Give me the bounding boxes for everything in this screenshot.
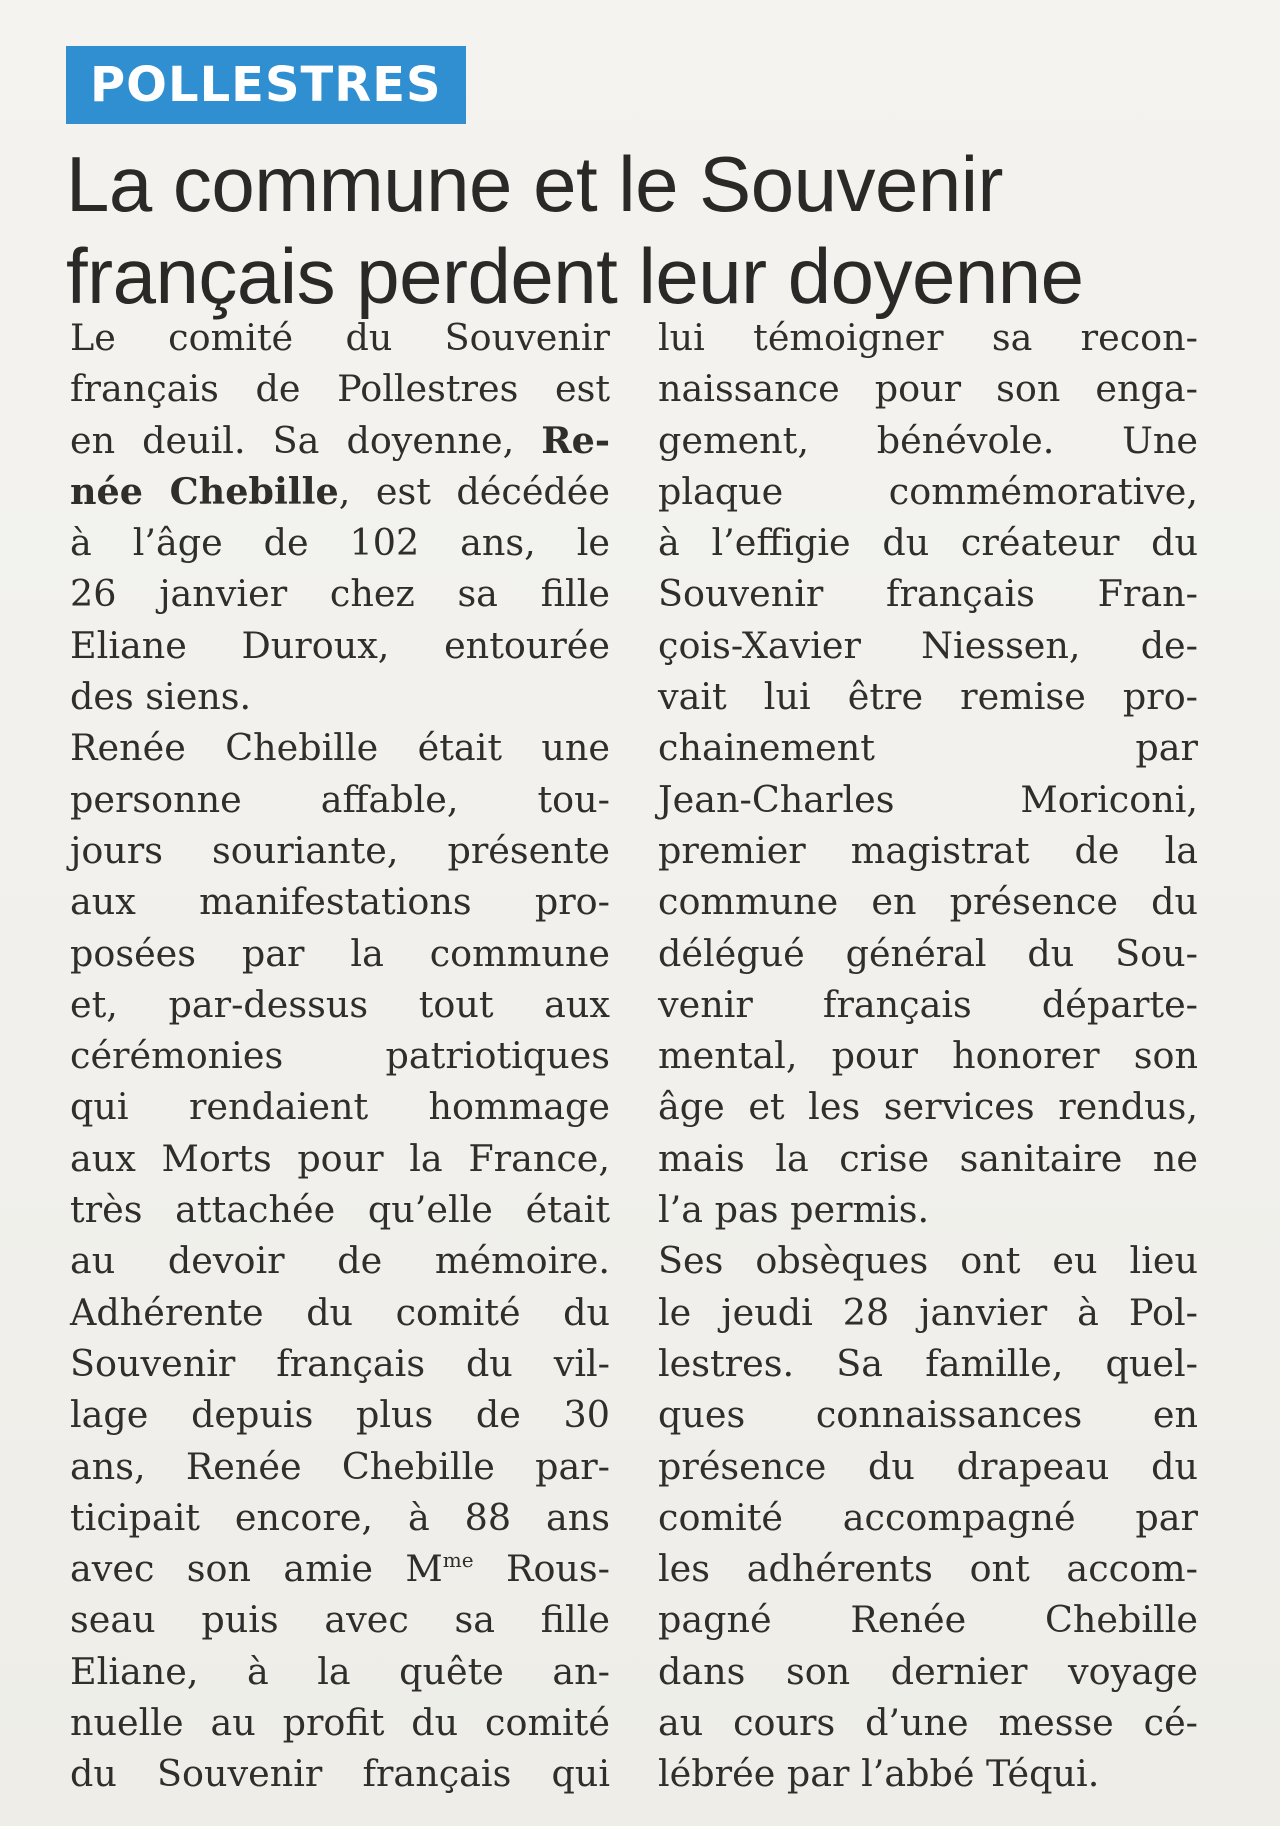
section-label: POLLESTRES xyxy=(66,46,466,124)
text-line: Le comité du Souvenir xyxy=(70,316,610,359)
text-line: qui rendaient hommage xyxy=(70,1085,610,1129)
text-line: Souvenir français Fran- xyxy=(658,572,1198,616)
text-line: les adhérents ont accom- xyxy=(658,1547,1198,1591)
text-line: premier magistrat de la xyxy=(658,828,1198,872)
text-line: Ses obsèques ont eu lieu xyxy=(658,1239,1198,1283)
text-line: et, par-dessus tout aux xyxy=(70,982,610,1026)
text-line: 26 janvier chez sa fille xyxy=(70,572,610,616)
text-line: du Souvenir français qui xyxy=(70,1752,610,1796)
text-line xyxy=(70,1543,610,1594)
text-line: âge et les services rendus, xyxy=(658,1085,1198,1129)
text-line: Jean-Charles Moriconi, xyxy=(658,777,1198,821)
text-line: au cours d’une messe cé- xyxy=(658,1701,1198,1745)
text-line: lage depuis plus de 30 xyxy=(70,1393,610,1437)
text-line: Adhérente du comité du xyxy=(70,1290,610,1334)
person-name-part: Re- xyxy=(541,418,610,462)
text-line: français de Pollestres est xyxy=(70,367,610,411)
text-line: gement, bénévole. Une xyxy=(658,418,1198,462)
text-run: en deuil. Sa doyenne, xyxy=(70,418,542,462)
text-line: Eliane, à la quête an- xyxy=(70,1649,610,1693)
text-line: personne affable, tou- xyxy=(70,777,610,821)
text-line: Renée Chebille était une xyxy=(70,726,610,770)
text-line: cérémonies patriotiques xyxy=(70,1034,610,1078)
text-line: jours souriante, présente xyxy=(70,828,610,872)
text-line: Souvenir français du vil- xyxy=(70,1341,610,1385)
text-line: lestres. Sa famille, quel- xyxy=(658,1341,1198,1385)
text-line: aux manifestations pro- xyxy=(70,880,610,924)
article-column-right xyxy=(658,312,1198,1800)
text-line: chainement par xyxy=(658,726,1198,770)
text-line: très attachée qu’elle était xyxy=(70,1188,610,1232)
text-line: dans son dernier voyage xyxy=(658,1649,1198,1693)
text-line: à l’effigie du créateur du xyxy=(658,521,1198,565)
text-line: délégué général du Sou- xyxy=(658,931,1198,975)
text-line: ticipait encore, à 88 ans xyxy=(70,1495,610,1539)
text-line: posées par la commune xyxy=(70,931,610,975)
text-line: à l’âge de 102 ans, le xyxy=(70,521,610,565)
paragraph-2 xyxy=(70,722,610,1799)
text-line: pagné Renée Chebille xyxy=(658,1598,1198,1642)
text-line: vait lui être remise pro- xyxy=(658,675,1198,719)
text-line: çois-Xavier Niessen, de- xyxy=(658,623,1198,667)
headline-line-2: français perdent leur doyenne xyxy=(66,232,1084,320)
text-line: Eliane Duroux, entourée xyxy=(70,623,610,667)
text-line: naissance pour son enga- xyxy=(658,367,1198,411)
text-line: commune en présence du xyxy=(658,880,1198,924)
text-line: des siens. xyxy=(70,675,252,719)
text-line xyxy=(70,415,610,466)
text-line: plaque commémorative, xyxy=(658,469,1198,513)
headline-line-1: La commune et le Souvenir xyxy=(66,140,1004,228)
text-line: ans, Renée Chebille par- xyxy=(70,1444,610,1488)
text-line: nuelle au profit du comité xyxy=(70,1701,610,1745)
person-name-part: née Chebille xyxy=(70,469,339,513)
paragraph-3 xyxy=(658,312,1198,1235)
text-run: , est décédée xyxy=(338,469,610,513)
text-line: seau puis avec sa fille xyxy=(70,1598,610,1642)
superscript: me xyxy=(442,1548,474,1573)
text-line: lui témoigner sa recon- xyxy=(658,316,1198,359)
text-line: ques connaissances en xyxy=(658,1393,1198,1437)
text-line: au devoir de mémoire. xyxy=(70,1239,610,1283)
text-line: lébrée par l’abbé Téqui. xyxy=(658,1752,1100,1796)
text-line: l’a pas permis. xyxy=(658,1188,930,1232)
paragraph-4 xyxy=(658,1235,1198,1799)
text-line xyxy=(70,466,610,517)
article-column-left xyxy=(70,312,610,1800)
paragraph-1 xyxy=(70,312,610,722)
text-line: le jeudi 28 janvier à Pol- xyxy=(658,1290,1198,1334)
article-headline xyxy=(66,138,1216,322)
text-line: présence du drapeau du xyxy=(658,1444,1198,1488)
text-run: avec son amie M xyxy=(70,1547,443,1591)
text-line: venir français départe- xyxy=(658,982,1198,1026)
text-line: aux Morts pour la France, xyxy=(70,1136,610,1180)
text-line: mental, pour honorer son xyxy=(658,1034,1198,1078)
text-run: Rous- xyxy=(473,1547,610,1591)
text-line: comité accompagné par xyxy=(658,1495,1198,1539)
text-line: mais la crise sanitaire ne xyxy=(658,1136,1198,1180)
